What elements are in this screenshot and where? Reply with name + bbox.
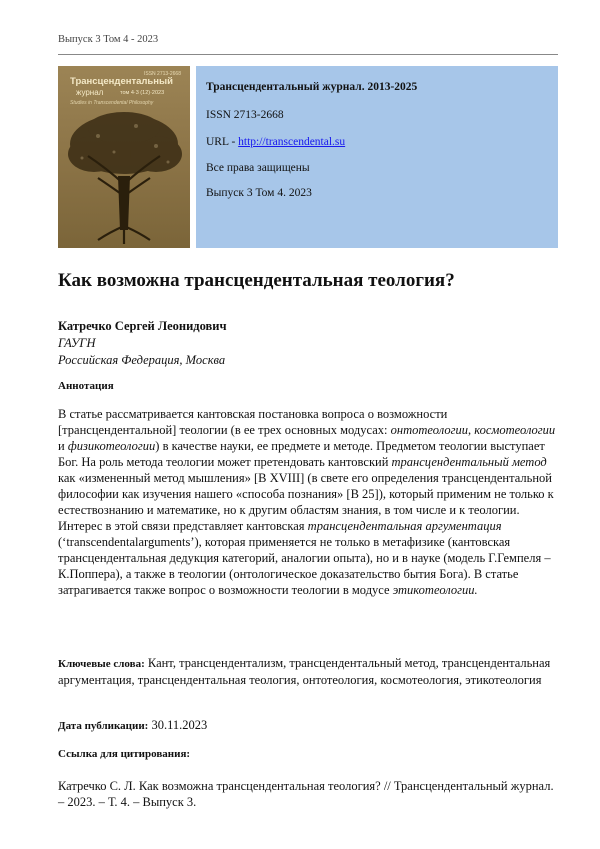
author-organization: ГАУГН xyxy=(58,336,96,350)
tree-icon xyxy=(58,106,190,248)
cover-title-line2: журнал xyxy=(76,88,104,97)
abstract-segment: и xyxy=(58,439,68,453)
journal-title: Трансцендентальный журнал. 2013-2025 xyxy=(206,81,418,93)
article-title: Как возможна трансцендентальная теология? xyxy=(58,270,455,291)
abstract-segment: как «измененный метод мышления» [B XVIII] (в свете его определения трансцендентальной философии как изучения нашего «способа познания» [B 25]), который применим не только к естествознанию и математике, но к другим областям знания, в том числе и к теологии. Интерес в этой связи представляет кантовская xyxy=(58,471,554,533)
issue-header: Выпуск 3 Том 4 - 2023 xyxy=(58,34,159,45)
cover-subtitle: Studies in Transcendental Philosophy xyxy=(70,100,154,106)
citation-label: Ссылка для цитирования: xyxy=(58,748,191,760)
keywords-text: Кант, трансцендентализм, трансцендентальный метод, трансцендентальная аргументация, трансцендентальная теология, онтотеология, космотеология, этикотеология xyxy=(58,656,551,687)
abstract-segment: (‘transcendentalarguments’), которая применяется не только в метафизике (кантовская трансцендентальная дедукция категорий, аналогии опыта), но и в науке (модель Г.Гемпеля – К.Поппера), а также в теологии (онтологическое доказательство бытия Бога). В статье затрагивается также вопрос о возможности теологии в модусе xyxy=(58,535,551,597)
journal-url-link[interactable]: http://transcendental.su xyxy=(238,136,346,148)
publication-date-label: Дата публикации: xyxy=(58,720,149,732)
abstract-label: Аннотация xyxy=(58,380,114,392)
cover-title-line1: Трансцендентальный xyxy=(70,76,173,87)
journal-url-label: URL - xyxy=(206,136,239,148)
journal-issn: ISSN 2713-2668 xyxy=(206,109,284,121)
publication-date: 30.11.2023 xyxy=(148,718,208,732)
keywords-block xyxy=(58,655,558,688)
abstract-text xyxy=(58,406,558,598)
cover-volume: том 4·3 (12)·2023 xyxy=(120,90,165,96)
abstract-term: космотеологии xyxy=(474,423,556,437)
abstract-term: трансцендентальная аргументация xyxy=(307,519,502,533)
cover-issn: ISSN 2713-2668 xyxy=(144,71,181,77)
keywords-label: Ключевые слова: xyxy=(58,658,145,670)
abstract-term: этикотеологии. xyxy=(392,583,478,597)
abstract-term: физикотеологии xyxy=(67,439,156,453)
journal-info-panel xyxy=(196,66,558,248)
journal-issue: Выпуск 3 Том 4. 2023 xyxy=(206,187,312,199)
journal-cover-image xyxy=(58,66,190,248)
abstract-term: трансцендентальный метод xyxy=(391,455,547,469)
abstract-segment: В статье рассматривается кантовская постановка вопроса о возможности [трансцендентальной] теологии (в ее трех основных модусах: xyxy=(58,407,448,437)
journal-url-row xyxy=(206,136,345,148)
header-divider xyxy=(58,54,558,55)
author-location: Российская Федерация, Москва xyxy=(58,353,226,367)
publication-date-row xyxy=(58,718,207,733)
abstract-segment: ) в качестве науки, ее предмете и методе. Предметом теологии выступает Бог. На роль метода теологии может претендовать кантовский xyxy=(58,439,545,469)
author-name: Катречко Сергей Леонидович xyxy=(58,319,227,333)
abstract-term: онтотеологии xyxy=(390,423,468,437)
citation-text: Катречко С. Л. Как возможна трансцендентальная теология? // Трансцендентальный журнал. – 2023. – Т. 4. – Выпуск 3. xyxy=(58,779,554,809)
abstract-segment: , xyxy=(467,423,475,437)
journal-rights: Все права защищены xyxy=(206,162,310,174)
